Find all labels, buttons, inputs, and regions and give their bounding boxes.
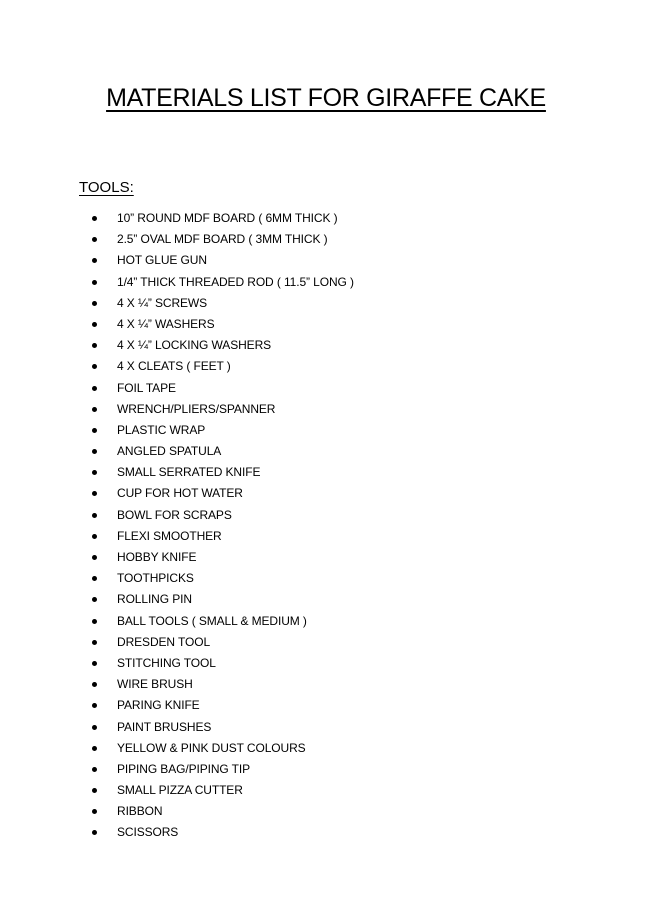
list-item-text: BOWL FOR SCRAPS (117, 507, 232, 522)
document-title: MATERIALS LIST FOR GIRAFFE CAKE (106, 84, 546, 112)
list-item-text: RIBBON (117, 804, 163, 819)
list-item-text: 4 X ¼” LOCKING WASHERS (117, 338, 272, 353)
list-item (0, 526, 354, 547)
list-item (0, 717, 354, 738)
list-item-text: BALL TOOLS ( SMALL & MEDIUM ) (117, 613, 307, 628)
list-item-text: 10” ROUND MDF BOARD ( 6MM THICK ) (117, 211, 338, 225)
list-item-text: SMALL SERRATED KNIFE (117, 465, 261, 480)
bullet-icon (92, 788, 97, 793)
list-item-text: HOT GLUE GUN (117, 253, 207, 268)
bullet-icon (92, 237, 97, 242)
list-item (0, 314, 354, 335)
bullet-icon (92, 470, 97, 475)
list-item (0, 632, 354, 653)
bullet-icon (92, 407, 97, 412)
list-item-text: STITCHING TOOL (117, 655, 216, 670)
bullet-icon (92, 682, 97, 687)
bullet-icon (92, 619, 97, 624)
bullet-icon (92, 555, 97, 560)
list-item (0, 611, 354, 632)
list-item-text: PAINT BRUSHES (117, 719, 212, 734)
bullet-icon (92, 534, 97, 539)
bullet-icon (92, 767, 97, 772)
bullet-icon (92, 301, 97, 306)
list-item (0, 822, 354, 843)
bullet-icon (92, 576, 97, 581)
list-item-text: PLASTIC WRAP (117, 422, 206, 437)
list-item (0, 293, 354, 314)
bullet-icon (92, 280, 97, 285)
list-item-text: PIPING BAG/PIPING TIP (117, 761, 251, 776)
bullet-icon (92, 258, 97, 263)
list-item (0, 801, 354, 822)
bullet-icon (92, 661, 97, 666)
list-item-text: 4 X CLEATS ( FEET ) (117, 359, 231, 374)
bullet-icon (92, 216, 97, 221)
bullet-icon (92, 343, 97, 348)
bullet-icon (92, 640, 97, 645)
list-item-text: WRENCH/PLIERS/SPANNER (117, 401, 276, 416)
list-item (0, 441, 354, 462)
list-item-text: PARING KNIFE (117, 698, 200, 713)
list-item (0, 378, 354, 399)
list-item-text: WIRE BRUSH (117, 677, 193, 692)
list-item (0, 208, 354, 229)
list-item-text: 2.5” OVAL MDF BOARD ( 3MM THICK ) (117, 232, 328, 247)
list-item-text: FOIL TAPE (117, 380, 176, 395)
bullet-icon (92, 364, 97, 369)
bullet-icon (92, 809, 97, 814)
list-item-text: SCISSORS (117, 825, 179, 840)
list-item (0, 399, 354, 420)
list-item (0, 568, 354, 589)
bullet-icon (92, 725, 97, 730)
list-item-text: SMALL PIZZA CUTTER (117, 783, 243, 798)
list-item (0, 653, 354, 674)
list-item (0, 462, 354, 483)
list-item (0, 589, 354, 610)
list-item-text: TOOTHPICKS (117, 571, 194, 586)
list-item (0, 356, 354, 377)
bullet-icon (92, 513, 97, 518)
bullet-icon (92, 491, 97, 496)
list-item (0, 250, 354, 271)
list-item (0, 674, 354, 695)
list-item-text: 4 X ¼” WASHERS (117, 316, 215, 331)
list-item-text: DRESDEN TOOL (117, 634, 211, 649)
list-item (0, 695, 354, 716)
bullet-icon (92, 386, 97, 391)
list-item (0, 229, 354, 250)
list-item-text: 4 X ¼” SCREWS (117, 295, 208, 310)
bullet-icon (92, 449, 97, 454)
list-item-text: FLEXI SMOOTHER (117, 528, 222, 543)
list-item (0, 420, 354, 441)
list-item (0, 505, 354, 526)
list-item (0, 738, 354, 759)
list-item-text: YELLOW & PINK DUST COLOURS (117, 740, 306, 755)
list-item-text: HOBBY KNIFE (117, 550, 197, 564)
tools-list (0, 208, 354, 844)
list-item-text: CUP FOR HOT WATER (117, 486, 243, 501)
bullet-icon (92, 597, 97, 602)
list-item (0, 335, 354, 356)
list-item (0, 780, 354, 801)
bullet-icon (92, 322, 97, 327)
list-item (0, 272, 354, 293)
list-item-text: ROLLING PIN (117, 592, 192, 607)
bullet-icon (92, 746, 97, 751)
list-item-text: ANGLED SPATULA (117, 444, 222, 459)
bullet-icon (92, 703, 97, 708)
list-item-text: 1/4” THICK THREADED ROD ( 11.5” LONG ) (117, 274, 354, 289)
list-item (0, 483, 354, 504)
list-item (0, 759, 354, 780)
section-heading-tools: TOOLS: (79, 179, 134, 196)
bullet-icon (92, 428, 97, 433)
list-item (0, 547, 354, 568)
bullet-icon (92, 830, 97, 835)
